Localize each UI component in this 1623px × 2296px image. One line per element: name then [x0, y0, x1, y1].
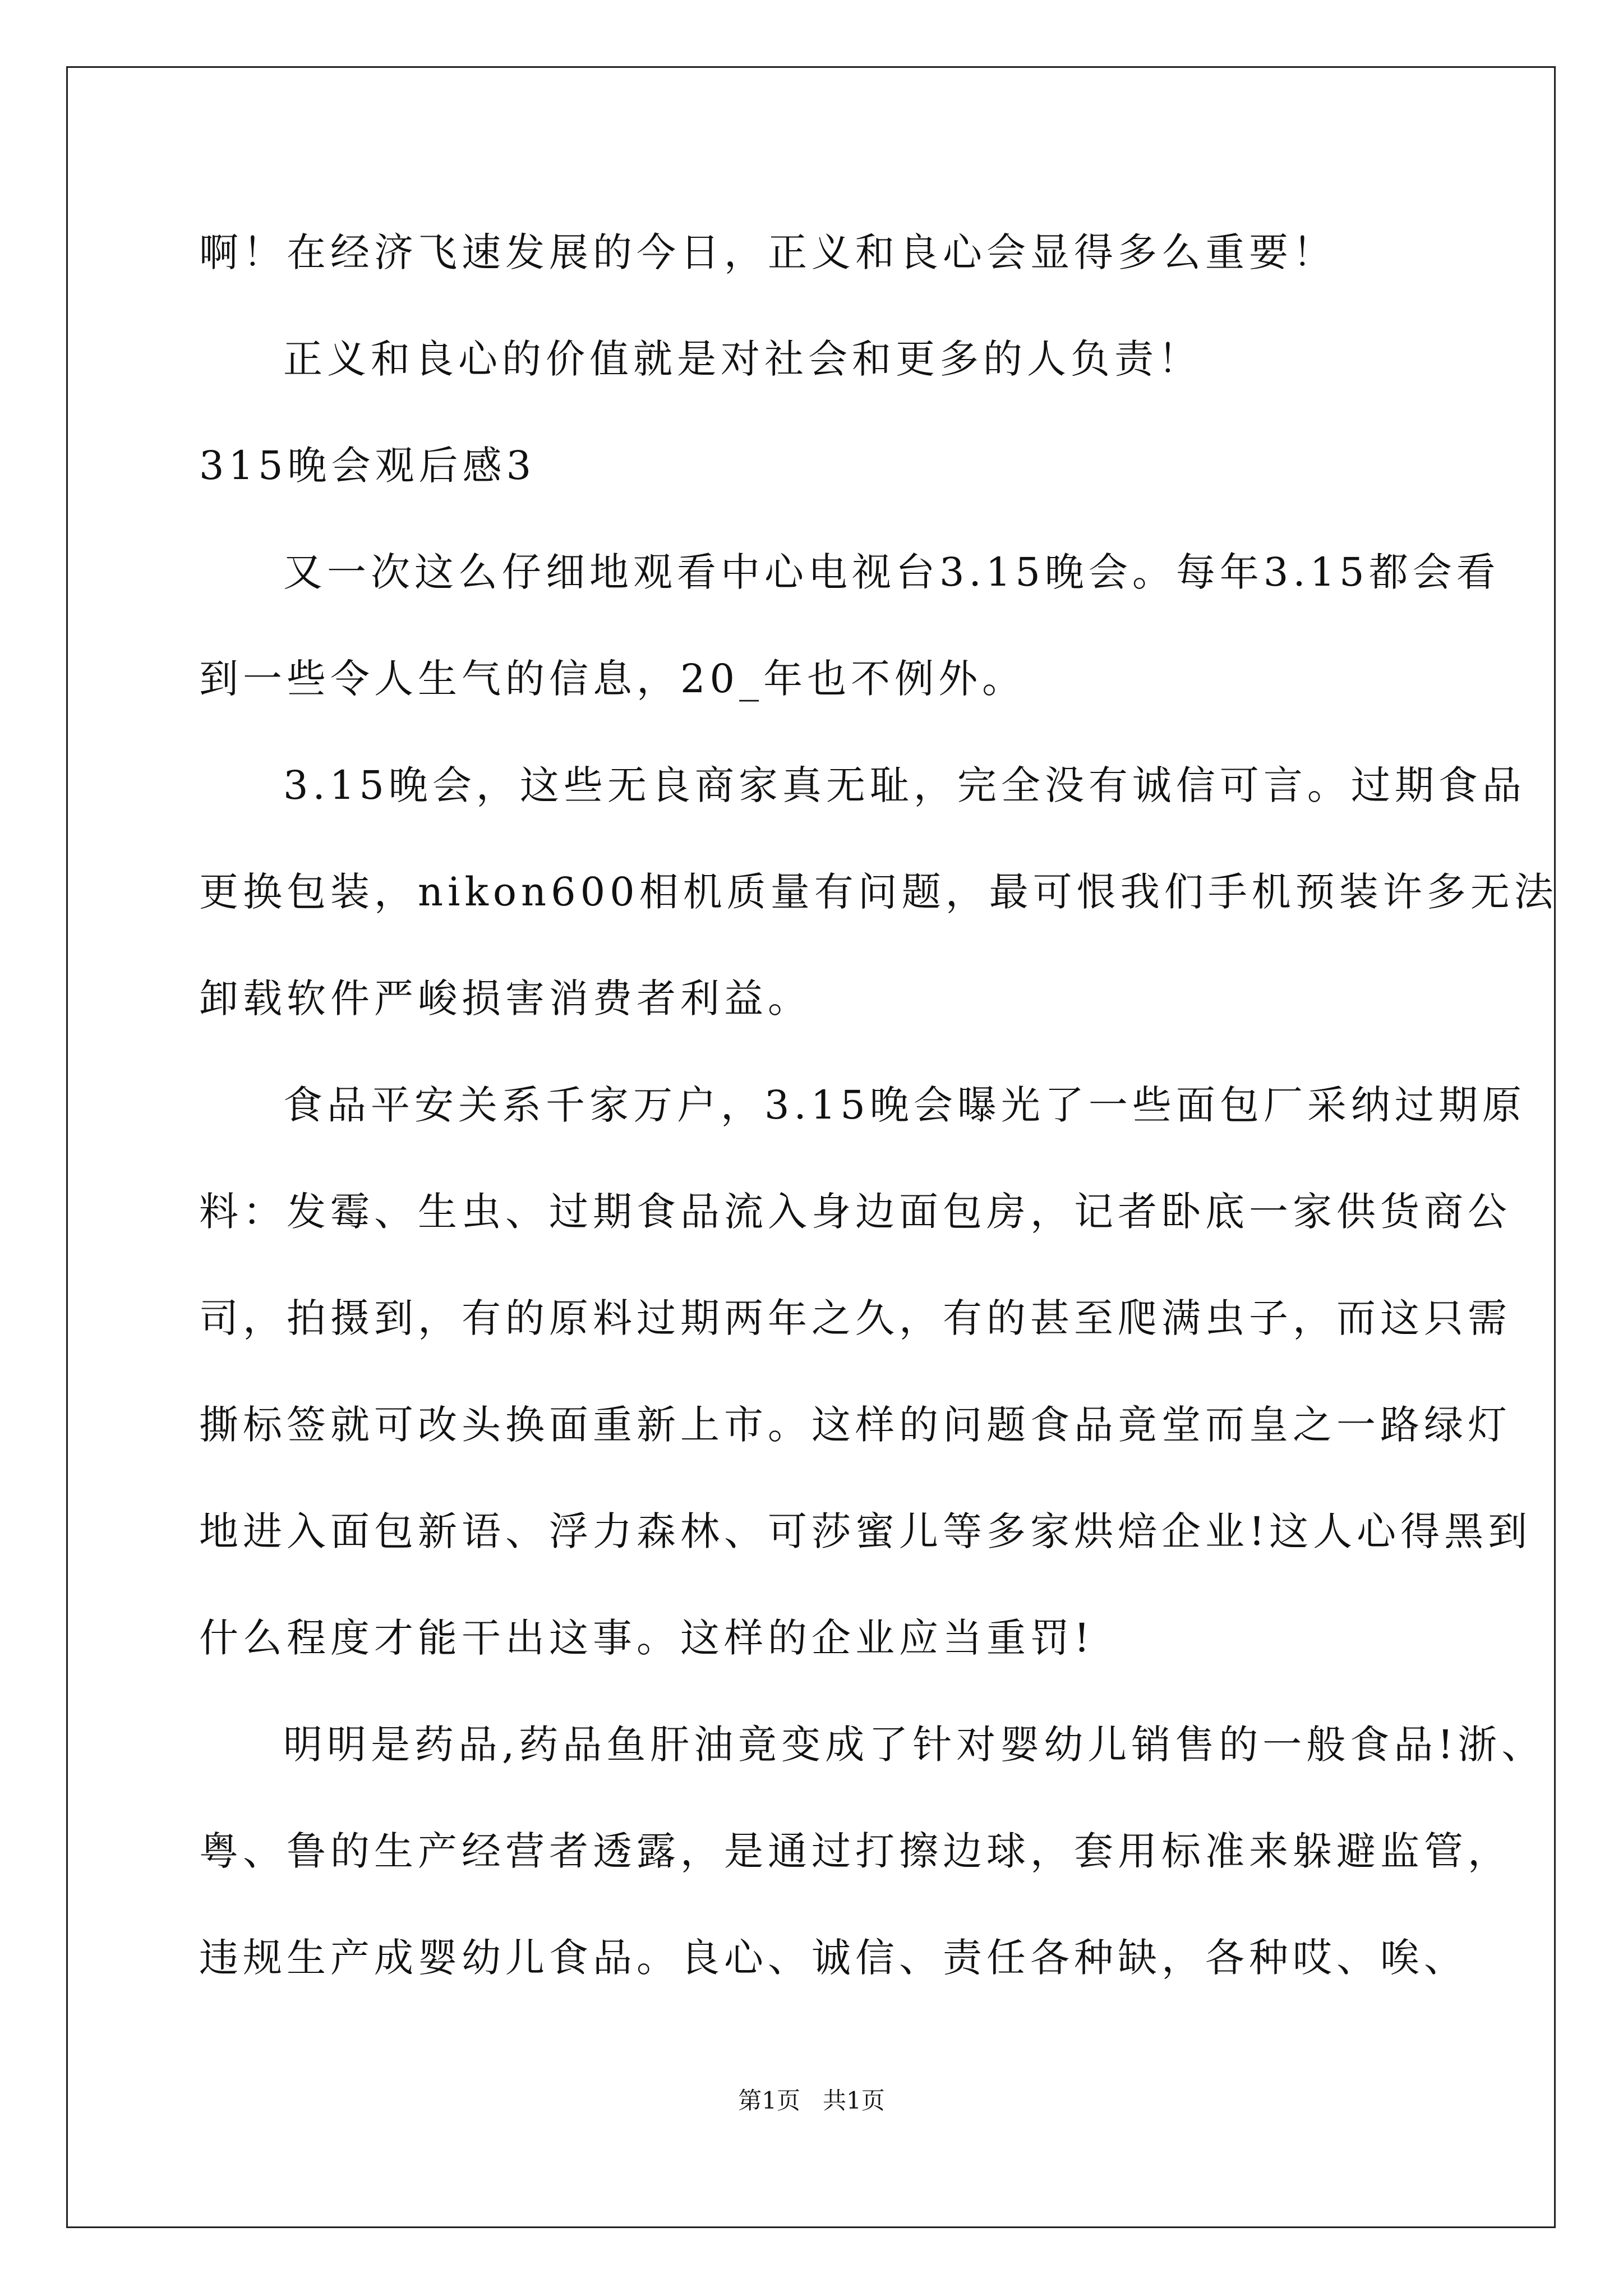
- body-line-8: 卸载软件严峻损害消费者利益。: [199, 976, 811, 1022]
- body-line-10: 料：发霉、生虫、过期食品流入身边面包房，记者卧底一家供货商公: [199, 1189, 1511, 1235]
- body-line-6: 3.15晚会，这些无良商家真无耻，完全没有诚信可言。过期食品: [283, 762, 1526, 808]
- body-line-11: 司，拍摄到，有的原料过期两年之久，有的甚至爬满虫子，而这只需: [199, 1295, 1511, 1341]
- body-line-13: 地进入面包新语、浮力森林、可莎蜜儿等多家烘焙企业!这人心得黑到: [199, 1508, 1532, 1554]
- body-line-5: 到一些令人生气的信息，20_年也不例外。: [199, 656, 1026, 702]
- body-line-14: 什么程度才能干出这事。这样的企业应当重罚!: [199, 1615, 1095, 1661]
- body-line-12: 撕标签就可改头换面重新上市。这样的问题食品竟堂而皇之一路绿灯: [199, 1402, 1511, 1448]
- body-line-15: 明明是药品,药品鱼肝油竟变成了针对婴幼儿销售的一般食品!浙、: [283, 1722, 1546, 1768]
- page-border: [66, 66, 1556, 2228]
- body-line-9: 食品平安关系千家万户，3.15晚会曝光了一些面包厂采纳过期原: [283, 1082, 1526, 1128]
- body-line-16: 粤、鲁的生产经营者透露，是通过打擦边球，套用标准来躲避监管，: [199, 1828, 1511, 1874]
- body-line-4: 又一次这么仔细地观看中心电视台3.15晚会。每年3.15都会看: [283, 549, 1500, 595]
- body-line-2: 正义和良心的价值就是对社会和更多的人负责！: [283, 336, 1202, 382]
- body-line-1: 啊！在经济飞速发展的今日，正义和良心会显得多么重要！: [199, 229, 1336, 275]
- body-line-17: 违规生产成婴幼儿食品。良心、诚信、责任各种缺，各种哎、唉、: [199, 1935, 1468, 1981]
- body-line-7: 更换包装，nikon600相机质量有问题，最可恨我们手机预装许多无法: [199, 869, 1558, 915]
- section-heading: 315晚会观后感3: [199, 443, 536, 489]
- page-footer: 第1页 共1页: [738, 2087, 885, 2114]
